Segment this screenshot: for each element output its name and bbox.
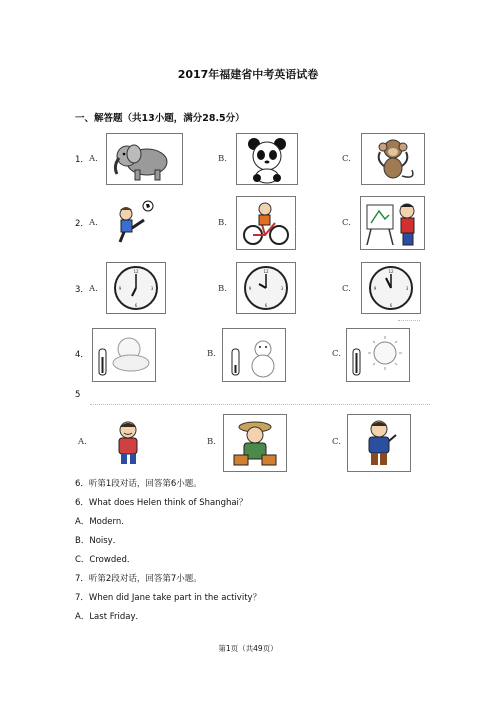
document-title: 2017年福建省中考英语试卷 (177, 68, 319, 81)
divider (398, 320, 420, 321)
panda-icon (237, 134, 297, 184)
question-number: 2． (75, 219, 89, 229)
svg-text:12: 12 (263, 269, 269, 274)
option-letter: B. (218, 154, 227, 164)
boy-character-icon (348, 415, 410, 471)
sunny-weather-icon (347, 329, 409, 381)
option-letter: C. (342, 284, 351, 294)
svg-text:6: 6 (389, 303, 393, 308)
option-letter: A. (89, 284, 98, 294)
svg-text:9: 9 (118, 286, 122, 291)
option-letter: C. (342, 154, 351, 164)
svg-text:3: 3 (150, 286, 154, 291)
cycling-picture (236, 196, 296, 250)
svg-text:3: 3 (405, 286, 409, 291)
cloudy-picture (92, 328, 156, 382)
question-text: 6．What does Helen think of Shanghai？ (75, 498, 248, 508)
svg-text:6: 6 (134, 303, 138, 308)
page-footer: 第1页（共49页） (218, 644, 278, 653)
option-letter: B. (218, 284, 227, 294)
option-letter: C. (332, 437, 341, 447)
option-letter: C. (332, 349, 341, 359)
question-number: 5 (75, 390, 81, 400)
question-instruction: 7．听第2段对话，回答第7小题。 (75, 574, 202, 584)
divider (90, 404, 430, 405)
question-instruction: 6．听第1段对话，回答第6小题。 (75, 479, 202, 489)
farmer-picture (223, 414, 287, 472)
svg-text:12: 12 (133, 269, 139, 274)
football-picture (106, 198, 158, 246)
sunny-picture (346, 328, 410, 382)
question-number: 3． (75, 285, 89, 295)
painter-icon (361, 197, 424, 249)
clock-picture-a (106, 262, 166, 314)
question-number: 4． (75, 350, 89, 360)
option-letter: C. (342, 218, 351, 228)
answer-option: C．Crowded． (75, 555, 136, 565)
cloudy-weather-icon (93, 329, 155, 381)
svg-text:9: 9 (248, 286, 252, 291)
painting-picture (360, 196, 425, 250)
svg-text:9: 9 (373, 286, 377, 291)
clock-icon (362, 263, 420, 313)
svg-text:12: 12 (388, 269, 394, 274)
clock-icon (107, 263, 165, 313)
football-player-icon (106, 198, 158, 246)
option-letter: A. (89, 218, 98, 228)
elephant-icon (107, 134, 182, 184)
question-number: 1． (75, 155, 89, 165)
answer-option: A．Last Friday． (75, 612, 144, 622)
option-letter: B. (207, 349, 216, 359)
answer-option: A．Modern． (75, 517, 130, 527)
clock-picture-b (236, 262, 296, 314)
snowman-weather-icon (223, 329, 285, 381)
monkey-picture (361, 133, 425, 185)
svg-text:3: 3 (280, 286, 284, 291)
clock-icon (237, 263, 295, 313)
answer-option: B．Noisy． (75, 536, 122, 546)
snow-picture (222, 328, 286, 382)
svg-text:6: 6 (264, 303, 268, 308)
option-letter: A. (89, 154, 98, 164)
boy-picture (347, 414, 411, 472)
option-letter: A. (78, 437, 87, 447)
section-heading: 一、解答题（共13小题，满分28.5分） (75, 113, 245, 124)
man-picture (102, 416, 154, 468)
monkey-icon (362, 134, 424, 184)
question-text: 7．When did Jane take part in the activity？ (75, 593, 262, 603)
panda-picture (236, 133, 298, 185)
cyclist-icon (237, 197, 295, 249)
clock-picture-c (361, 262, 421, 314)
man-character-icon (102, 416, 154, 468)
farmer-character-icon (224, 415, 286, 471)
option-letter: B. (218, 218, 227, 228)
elephant-picture (106, 133, 183, 185)
option-letter: B. (207, 437, 216, 447)
